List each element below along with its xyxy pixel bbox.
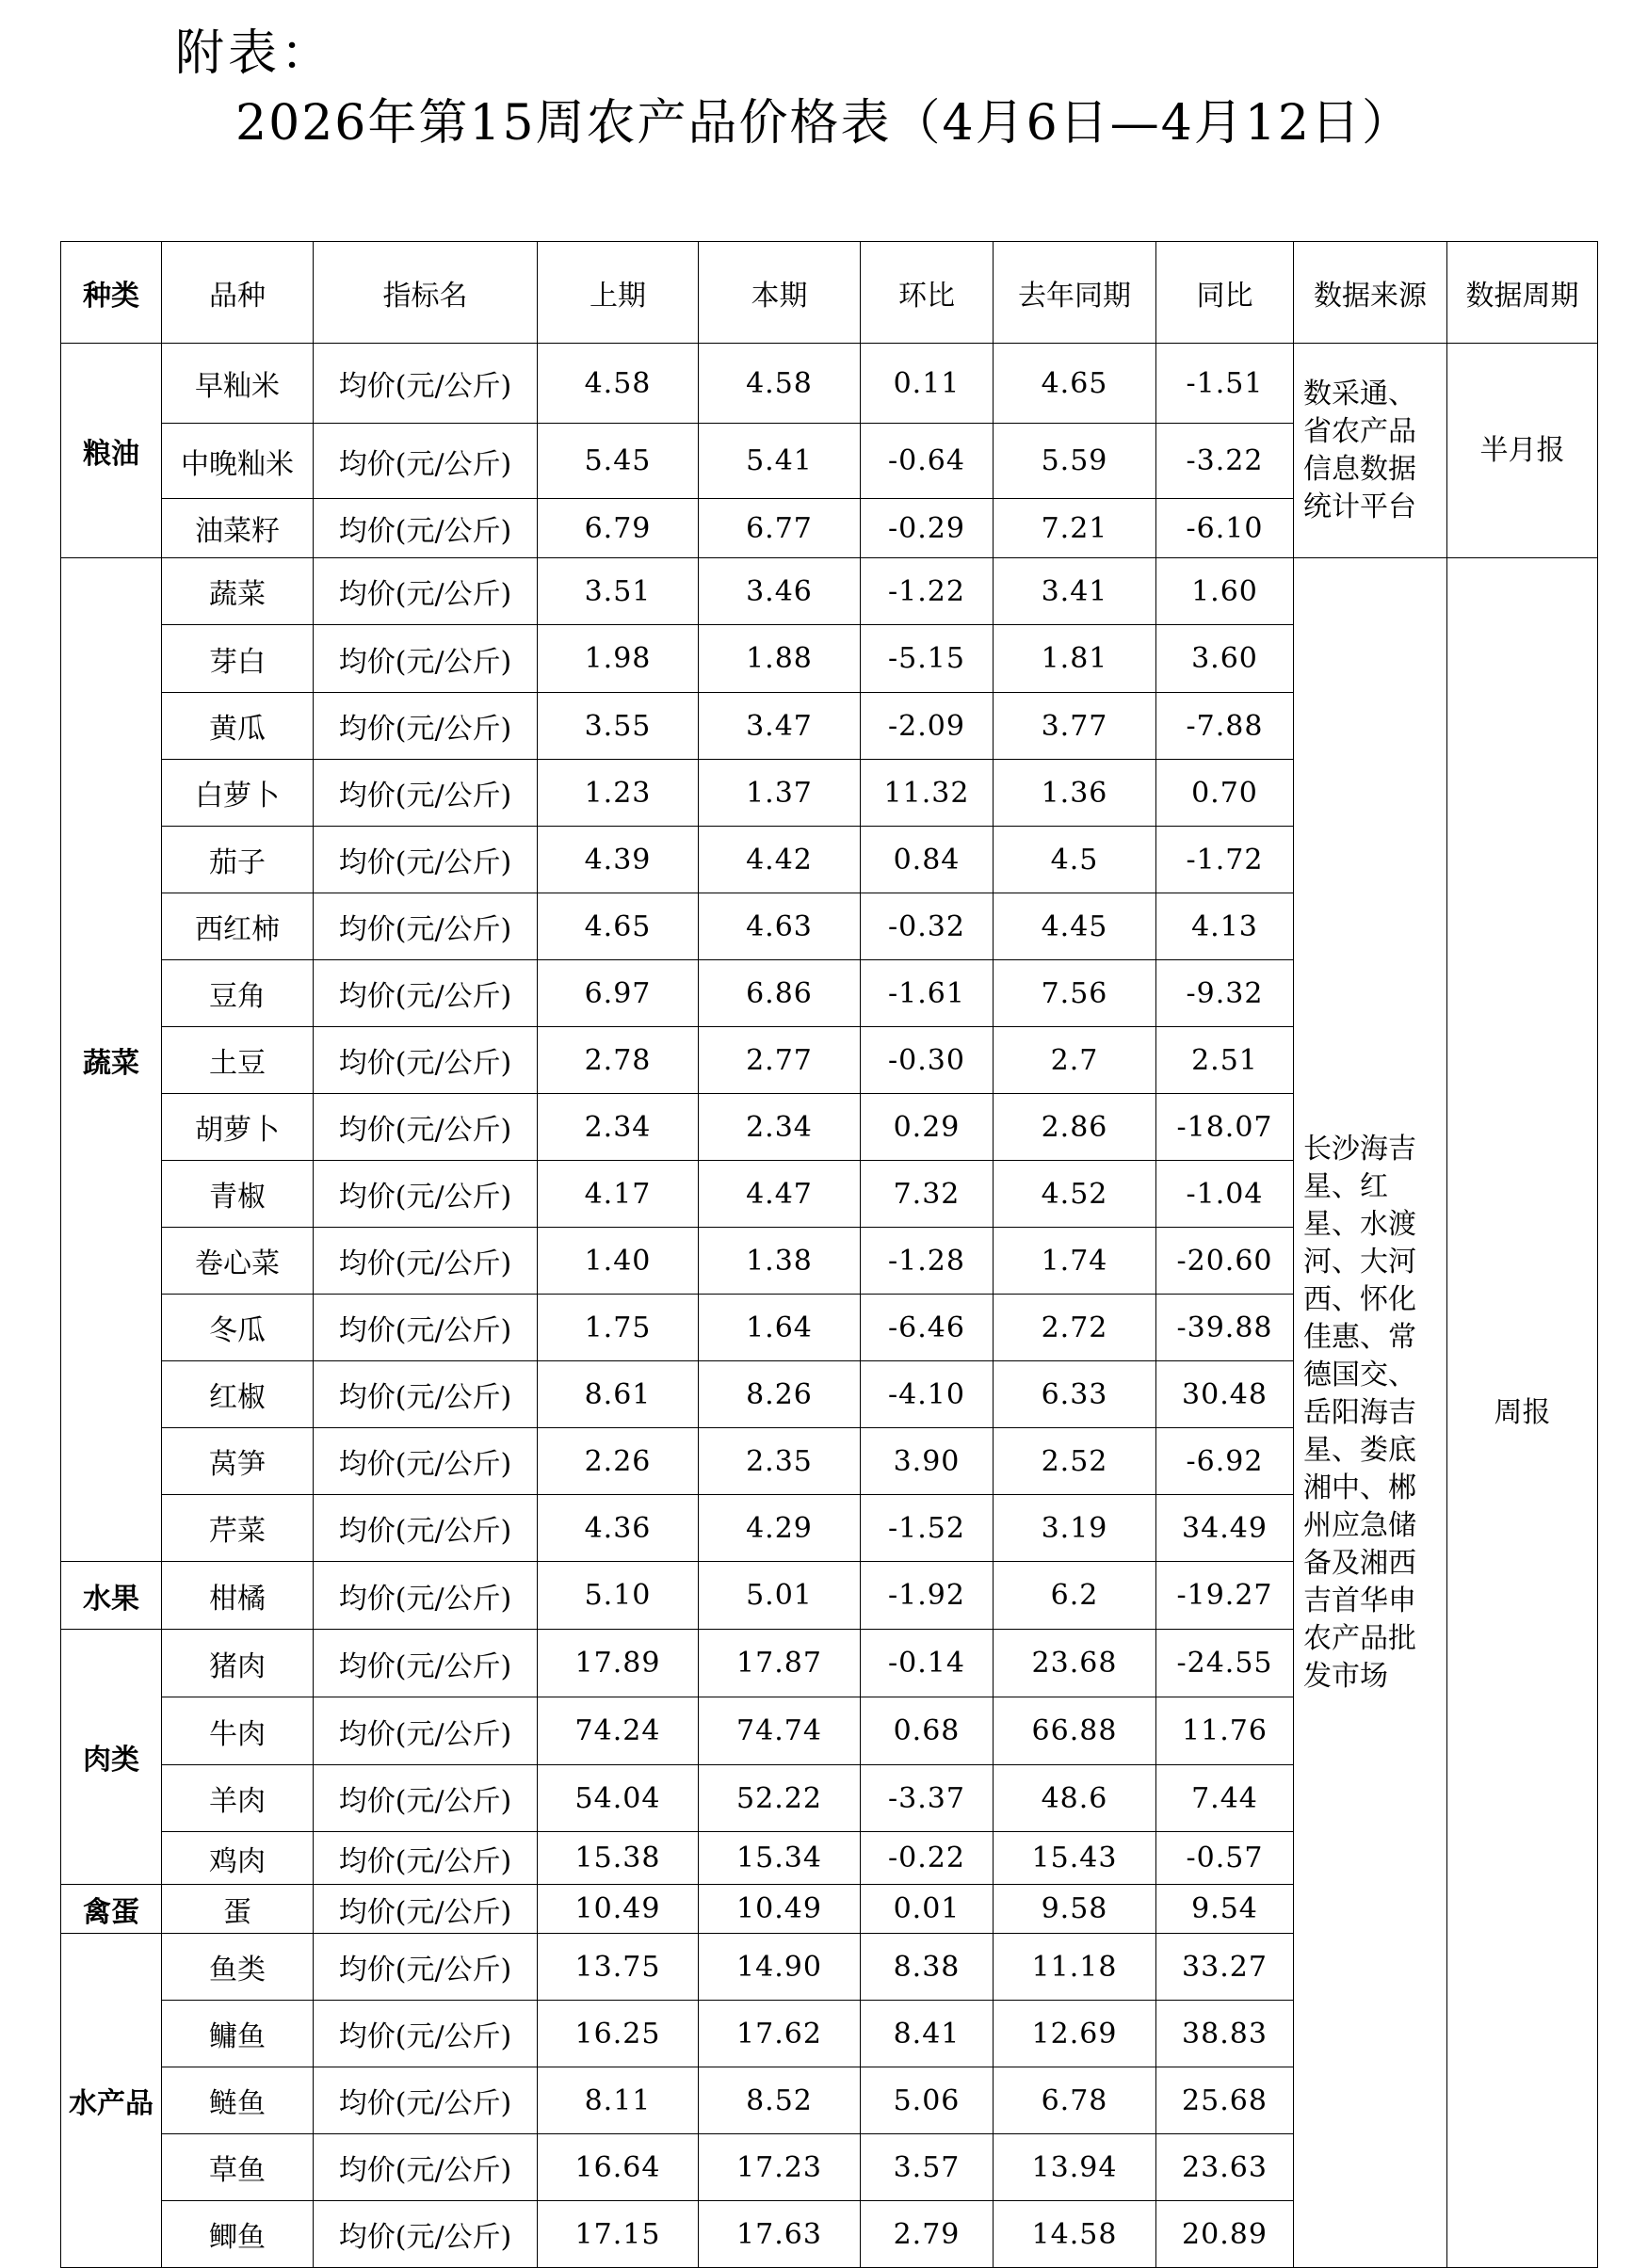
mom-cell: 0.68 (861, 1697, 994, 1765)
last-year-cell: 4.45 (994, 893, 1156, 960)
prev-cell: 15.38 (538, 1832, 699, 1885)
yoy-cell: 33.27 (1156, 1934, 1294, 2001)
indicator-cell: 均价(元/公斤) (314, 1562, 538, 1630)
prev-cell: 4.65 (538, 893, 699, 960)
variety-cell: 鸡肉 (162, 1832, 314, 1885)
curr-cell: 5.41 (699, 424, 861, 499)
mom-cell: -4.10 (861, 1361, 994, 1428)
last-year-cell: 9.58 (994, 1885, 1156, 1934)
indicator-cell: 均价(元/公斤) (314, 1697, 538, 1765)
yoy-cell: -9.32 (1156, 960, 1294, 1027)
yoy-cell: 2.51 (1156, 1027, 1294, 1094)
indicator-cell: 均价(元/公斤) (314, 1832, 538, 1885)
indicator-cell: 均价(元/公斤) (314, 2001, 538, 2067)
yoy-cell: 30.48 (1156, 1361, 1294, 1428)
prev-cell: 16.64 (538, 2134, 699, 2201)
curr-cell: 8.52 (699, 2067, 861, 2134)
curr-cell: 6.77 (699, 499, 861, 558)
category-cell: 水产品 (61, 1934, 162, 2268)
variety-cell: 茄子 (162, 827, 314, 893)
variety-cell: 蛋 (162, 1885, 314, 1934)
yoy-cell: -1.72 (1156, 827, 1294, 893)
prev-cell: 4.36 (538, 1495, 699, 1562)
column-header: 数据来源 (1294, 242, 1447, 344)
category-cell: 水果 (61, 1562, 162, 1630)
curr-cell: 17.63 (699, 2201, 861, 2268)
last-year-cell: 4.5 (994, 827, 1156, 893)
yoy-cell: -19.27 (1156, 1562, 1294, 1630)
curr-cell: 6.86 (699, 960, 861, 1027)
prev-cell: 2.78 (538, 1027, 699, 1094)
prev-cell: 8.11 (538, 2067, 699, 2134)
prev-cell: 5.10 (538, 1562, 699, 1630)
yoy-cell: -0.57 (1156, 1832, 1294, 1885)
indicator-cell: 均价(元/公斤) (314, 893, 538, 960)
prev-cell: 74.24 (538, 1697, 699, 1765)
indicator-cell: 均价(元/公斤) (314, 1027, 538, 1094)
mom-cell: 7.32 (861, 1161, 994, 1228)
curr-cell: 1.37 (699, 760, 861, 827)
attachment-label: 附表： (175, 25, 334, 82)
variety-cell: 柑橘 (162, 1562, 314, 1630)
last-year-cell: 7.21 (994, 499, 1156, 558)
last-year-cell: 2.52 (994, 1428, 1156, 1495)
prev-cell: 6.97 (538, 960, 699, 1027)
last-year-cell: 1.36 (994, 760, 1156, 827)
last-year-cell: 2.72 (994, 1295, 1156, 1361)
indicator-cell: 均价(元/公斤) (314, 827, 538, 893)
yoy-cell: -39.88 (1156, 1295, 1294, 1361)
column-header: 去年同期 (994, 242, 1156, 344)
variety-cell: 冬瓜 (162, 1295, 314, 1361)
mom-cell: -1.22 (861, 558, 994, 625)
variety-cell: 胡萝卜 (162, 1094, 314, 1161)
indicator-cell: 均价(元/公斤) (314, 1765, 538, 1832)
yoy-cell: -24.55 (1156, 1630, 1294, 1697)
indicator-cell: 均价(元/公斤) (314, 1094, 538, 1161)
yoy-cell: -3.22 (1156, 424, 1294, 499)
indicator-cell: 均价(元/公斤) (314, 625, 538, 693)
last-year-cell: 48.6 (994, 1765, 1156, 1832)
prev-cell: 3.55 (538, 693, 699, 760)
mom-cell: -0.22 (861, 1832, 994, 1885)
mom-cell: 0.29 (861, 1094, 994, 1161)
prev-cell: 5.45 (538, 424, 699, 499)
last-year-cell: 15.43 (994, 1832, 1156, 1885)
mom-cell: -0.64 (861, 424, 994, 499)
last-year-cell: 6.2 (994, 1562, 1156, 1630)
mom-cell: -0.29 (861, 499, 994, 558)
last-year-cell: 3.41 (994, 558, 1156, 625)
data-source-cell: 长沙海吉星、红星、水渡河、大河西、怀化佳惠、常德国交、岳阳海吉星、娄底湘中、郴州应急储备及湘西吉首华申农产品批发市场 (1294, 558, 1447, 2268)
indicator-cell: 均价(元/公斤) (314, 1885, 538, 1934)
indicator-cell: 均价(元/公斤) (314, 960, 538, 1027)
price-table (60, 241, 1598, 2268)
prev-cell: 1.40 (538, 1228, 699, 1295)
indicator-cell: 均价(元/公斤) (314, 1361, 538, 1428)
curr-cell: 2.34 (699, 1094, 861, 1161)
variety-cell: 鲫鱼 (162, 2201, 314, 2268)
mom-cell: 0.01 (861, 1885, 994, 1934)
variety-cell: 青椒 (162, 1161, 314, 1228)
last-year-cell: 1.74 (994, 1228, 1156, 1295)
prev-cell: 6.79 (538, 499, 699, 558)
indicator-cell: 均价(元/公斤) (314, 1161, 538, 1228)
variety-cell: 黄瓜 (162, 693, 314, 760)
mom-cell: 3.57 (861, 2134, 994, 2201)
last-year-cell: 1.81 (994, 625, 1156, 693)
prev-cell: 3.51 (538, 558, 699, 625)
mom-cell: 3.90 (861, 1428, 994, 1495)
indicator-cell: 均价(元/公斤) (314, 2201, 538, 2268)
curr-cell: 4.58 (699, 344, 861, 424)
mom-cell: 0.84 (861, 827, 994, 893)
variety-cell: 牛肉 (162, 1697, 314, 1765)
yoy-cell: -1.51 (1156, 344, 1294, 424)
curr-cell: 1.38 (699, 1228, 861, 1295)
mom-cell: -1.92 (861, 1562, 994, 1630)
indicator-cell: 均价(元/公斤) (314, 424, 538, 499)
curr-cell: 52.22 (699, 1765, 861, 1832)
prev-cell: 1.98 (538, 625, 699, 693)
prev-cell: 17.15 (538, 2201, 699, 2268)
yoy-cell: 11.76 (1156, 1697, 1294, 1765)
mom-cell: -5.15 (861, 625, 994, 693)
prev-cell: 13.75 (538, 1934, 699, 2001)
prev-cell: 10.49 (538, 1885, 699, 1934)
variety-cell: 鲢鱼 (162, 2067, 314, 2134)
mom-cell: -1.28 (861, 1228, 994, 1295)
indicator-cell: 均价(元/公斤) (314, 693, 538, 760)
data-source-cell: 数采通、省农产品信息数据统计平台 (1294, 344, 1447, 558)
variety-cell: 白萝卜 (162, 760, 314, 827)
indicator-cell: 均价(元/公斤) (314, 1495, 538, 1562)
data-period-cell: 周报 (1447, 558, 1598, 2268)
curr-cell: 2.77 (699, 1027, 861, 1094)
curr-cell: 74.74 (699, 1697, 861, 1765)
last-year-cell: 11.18 (994, 1934, 1156, 2001)
variety-cell: 莴笋 (162, 1428, 314, 1495)
mom-cell: -1.52 (861, 1495, 994, 1562)
yoy-cell: 23.63 (1156, 2134, 1294, 2201)
indicator-cell: 均价(元/公斤) (314, 1428, 538, 1495)
prev-cell: 4.39 (538, 827, 699, 893)
table-header-row (61, 242, 1598, 344)
curr-cell: 4.42 (699, 827, 861, 893)
yoy-cell: 9.54 (1156, 1885, 1294, 1934)
yoy-cell: 38.83 (1156, 2001, 1294, 2067)
last-year-cell: 14.58 (994, 2201, 1156, 2268)
variety-cell: 豆角 (162, 960, 314, 1027)
curr-cell: 1.64 (699, 1295, 861, 1361)
last-year-cell: 23.68 (994, 1630, 1156, 1697)
column-header: 上期 (538, 242, 699, 344)
column-header: 环比 (861, 242, 994, 344)
curr-cell: 5.01 (699, 1562, 861, 1630)
indicator-cell: 均价(元/公斤) (314, 1630, 538, 1697)
mom-cell: 5.06 (861, 2067, 994, 2134)
yoy-cell: -1.04 (1156, 1161, 1294, 1228)
yoy-cell: -7.88 (1156, 693, 1294, 760)
curr-cell: 17.87 (699, 1630, 861, 1697)
mom-cell: -6.46 (861, 1295, 994, 1361)
variety-cell: 中晚籼米 (162, 424, 314, 499)
curr-cell: 14.90 (699, 1934, 861, 2001)
variety-cell: 草鱼 (162, 2134, 314, 2201)
curr-cell: 4.47 (699, 1161, 861, 1228)
indicator-cell: 均价(元/公斤) (314, 499, 538, 558)
yoy-cell: 4.13 (1156, 893, 1294, 960)
mom-cell: -2.09 (861, 693, 994, 760)
last-year-cell: 66.88 (994, 1697, 1156, 1765)
last-year-cell: 6.33 (994, 1361, 1156, 1428)
category-cell: 肉类 (61, 1630, 162, 1885)
yoy-cell: -6.92 (1156, 1428, 1294, 1495)
yoy-cell: -20.60 (1156, 1228, 1294, 1295)
curr-cell: 8.26 (699, 1361, 861, 1428)
mom-cell: 0.11 (861, 344, 994, 424)
indicator-cell: 均价(元/公斤) (314, 2067, 538, 2134)
mom-cell: -1.61 (861, 960, 994, 1027)
last-year-cell: 6.78 (994, 2067, 1156, 2134)
prev-cell: 16.25 (538, 2001, 699, 2067)
yoy-cell: 20.89 (1156, 2201, 1294, 2268)
variety-cell: 鳙鱼 (162, 2001, 314, 2067)
curr-cell: 15.34 (699, 1832, 861, 1885)
curr-cell: 1.88 (699, 625, 861, 693)
indicator-cell: 均价(元/公斤) (314, 344, 538, 424)
mom-cell: -0.30 (861, 1027, 994, 1094)
variety-cell: 鱼类 (162, 1934, 314, 2001)
table-row (61, 558, 1598, 625)
page-title: 2026年第15周农产品价格表（4月6日—4月12日） (235, 95, 1413, 152)
prev-cell: 2.34 (538, 1094, 699, 1161)
curr-cell: 4.29 (699, 1495, 861, 1562)
variety-cell: 红椒 (162, 1361, 314, 1428)
variety-cell: 羊肉 (162, 1765, 314, 1832)
last-year-cell: 12.69 (994, 2001, 1156, 2067)
column-header: 品种 (162, 242, 314, 344)
last-year-cell: 3.19 (994, 1495, 1156, 1562)
mom-cell: 11.32 (861, 760, 994, 827)
indicator-cell: 均价(元/公斤) (314, 760, 538, 827)
variety-cell: 蔬菜 (162, 558, 314, 625)
column-header: 数据周期 (1447, 242, 1598, 344)
prev-cell: 1.23 (538, 760, 699, 827)
data-period-cell: 半月报 (1447, 344, 1598, 558)
yoy-cell: 25.68 (1156, 2067, 1294, 2134)
curr-cell: 10.49 (699, 1885, 861, 1934)
category-cell: 粮油 (61, 344, 162, 558)
prev-cell: 2.26 (538, 1428, 699, 1495)
column-header: 同比 (1156, 242, 1294, 344)
last-year-cell: 2.86 (994, 1094, 1156, 1161)
mom-cell: -0.32 (861, 893, 994, 960)
variety-cell: 西红柿 (162, 893, 314, 960)
last-year-cell: 4.52 (994, 1161, 1156, 1228)
curr-cell: 3.47 (699, 693, 861, 760)
column-header: 种类 (61, 242, 162, 344)
variety-cell: 早籼米 (162, 344, 314, 424)
yoy-cell: -6.10 (1156, 499, 1294, 558)
curr-cell: 17.62 (699, 2001, 861, 2067)
yoy-cell: 3.60 (1156, 625, 1294, 693)
mom-cell: -3.37 (861, 1765, 994, 1832)
variety-cell: 芹菜 (162, 1495, 314, 1562)
last-year-cell: 3.77 (994, 693, 1156, 760)
prev-cell: 4.17 (538, 1161, 699, 1228)
table-row (61, 344, 1598, 424)
column-header: 本期 (699, 242, 861, 344)
yoy-cell: 0.70 (1156, 760, 1294, 827)
indicator-cell: 均价(元/公斤) (314, 558, 538, 625)
mom-cell: -0.14 (861, 1630, 994, 1697)
yoy-cell: -18.07 (1156, 1094, 1294, 1161)
prev-cell: 54.04 (538, 1765, 699, 1832)
variety-cell: 卷心菜 (162, 1228, 314, 1295)
yoy-cell: 34.49 (1156, 1495, 1294, 1562)
variety-cell: 土豆 (162, 1027, 314, 1094)
curr-cell: 2.35 (699, 1428, 861, 1495)
curr-cell: 17.23 (699, 2134, 861, 2201)
curr-cell: 3.46 (699, 558, 861, 625)
indicator-cell: 均价(元/公斤) (314, 1295, 538, 1361)
prev-cell: 4.58 (538, 344, 699, 424)
variety-cell: 猪肉 (162, 1630, 314, 1697)
yoy-cell: 1.60 (1156, 558, 1294, 625)
indicator-cell: 均价(元/公斤) (314, 1934, 538, 2001)
last-year-cell: 7.56 (994, 960, 1156, 1027)
category-cell: 蔬菜 (61, 558, 162, 1562)
yoy-cell: 7.44 (1156, 1765, 1294, 1832)
last-year-cell: 2.7 (994, 1027, 1156, 1094)
mom-cell: 2.79 (861, 2201, 994, 2268)
last-year-cell: 13.94 (994, 2134, 1156, 2201)
prev-cell: 1.75 (538, 1295, 699, 1361)
mom-cell: 8.38 (861, 1934, 994, 2001)
variety-cell: 油菜籽 (162, 499, 314, 558)
curr-cell: 4.63 (699, 893, 861, 960)
indicator-cell: 均价(元/公斤) (314, 2134, 538, 2201)
prev-cell: 8.61 (538, 1361, 699, 1428)
variety-cell: 芽白 (162, 625, 314, 693)
prev-cell: 17.89 (538, 1630, 699, 1697)
column-header: 指标名 (314, 242, 538, 344)
last-year-cell: 4.65 (994, 344, 1156, 424)
last-year-cell: 5.59 (994, 424, 1156, 499)
indicator-cell: 均价(元/公斤) (314, 1228, 538, 1295)
mom-cell: 8.41 (861, 2001, 994, 2067)
category-cell: 禽蛋 (61, 1885, 162, 1934)
